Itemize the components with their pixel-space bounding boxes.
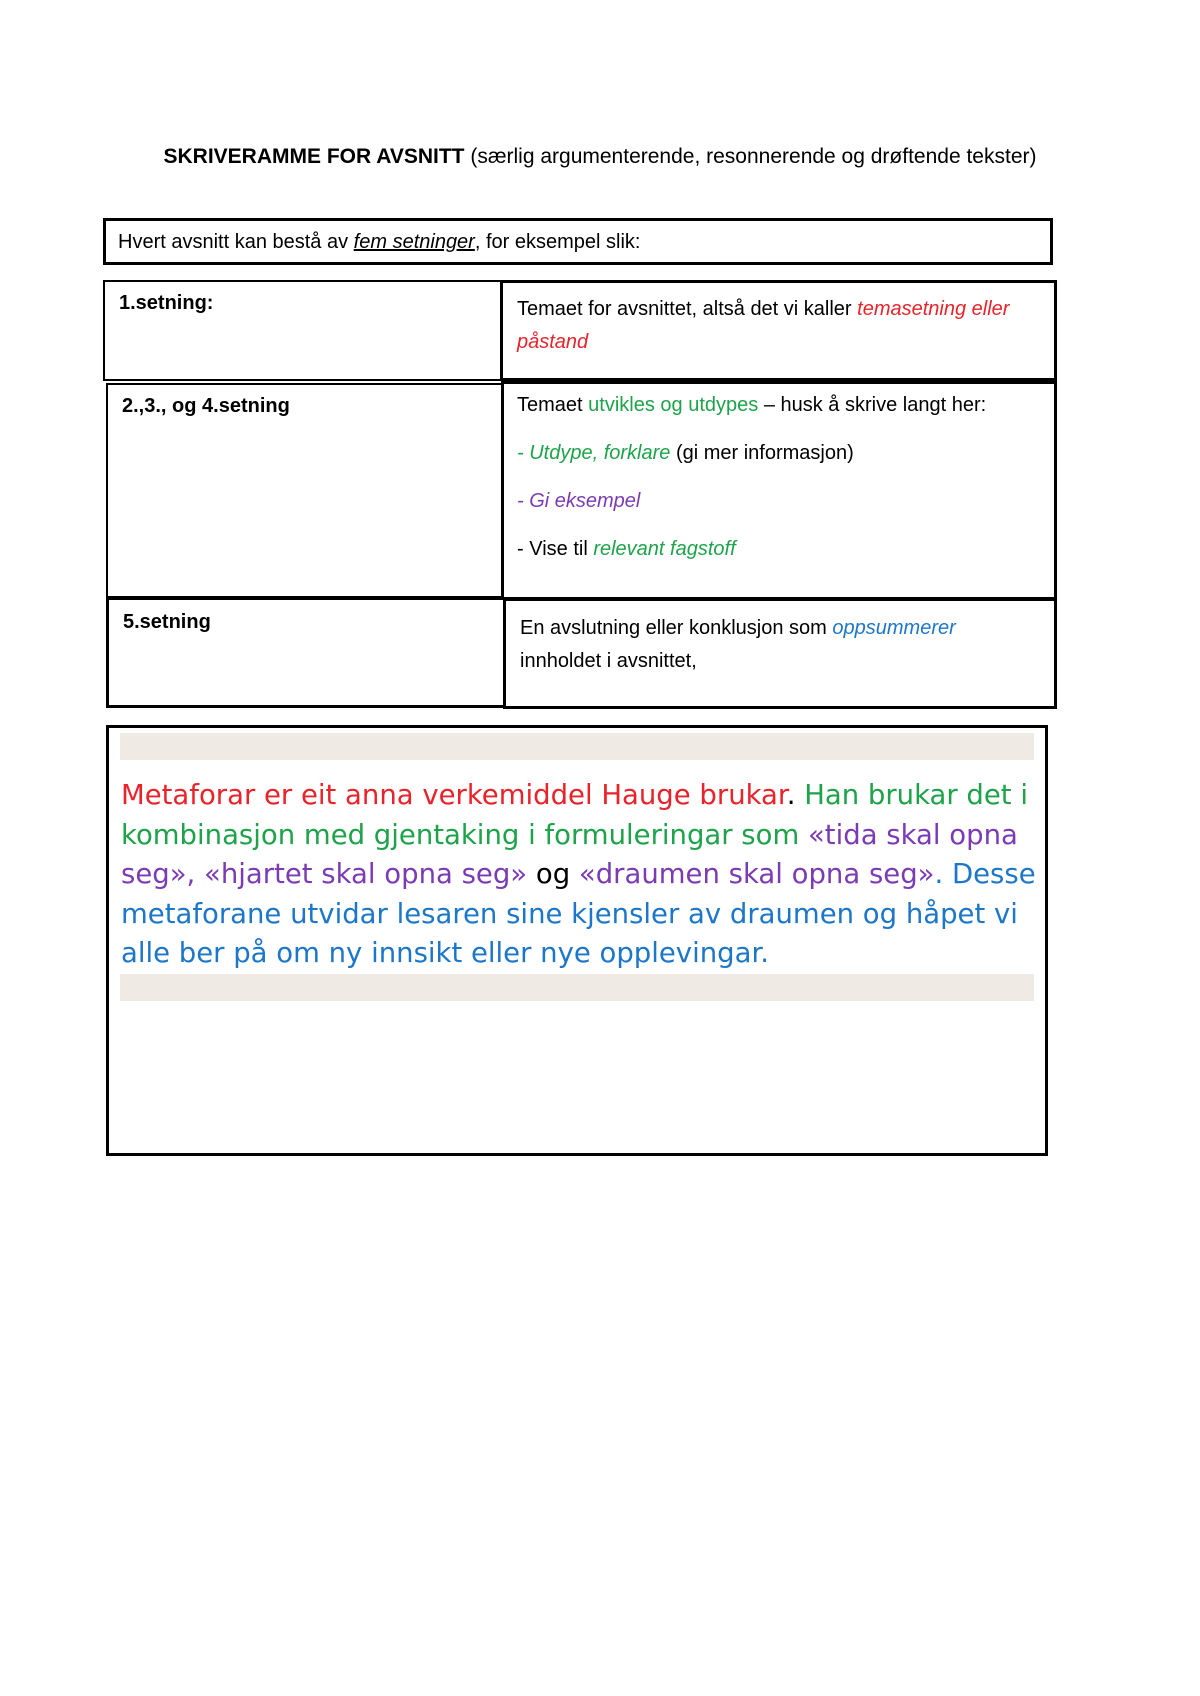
row1-label: 1.setning: <box>119 292 214 314</box>
row2-intro-line <box>517 393 1041 417</box>
page-title <box>0 145 1200 169</box>
shaded-band-bottom <box>120 974 1034 1001</box>
row1-label-cell <box>103 280 503 381</box>
intro-underlined: fem setninger <box>353 231 475 253</box>
row2-label-cell <box>106 383 504 598</box>
row2-line-green: utvikles og utdypes <box>588 394 759 416</box>
bullet3-green: relevant fagstoff <box>593 538 736 560</box>
row1-highlight: temasetning eller påstand <box>517 298 1010 353</box>
title-subtitle: (særlig argumenterende, resonnerende og drøftende tekster) <box>464 145 1037 168</box>
para-dot: . <box>786 779 805 811</box>
para-conclusion: . Desse metaforane utvidar lesaren sine kjensler av draumen og håpet vi alle ber på om ny innsikt eller nye opplevingar. <box>121 858 1036 969</box>
row2-line-rest: – husk å skrive langt her: <box>758 394 987 416</box>
para-topic-sentence: Metaforar er eit anna verkemiddel Hauge brukar <box>121 779 787 811</box>
intro-box <box>103 218 1053 265</box>
para-example-2: «draumen skal opna seg» <box>578 858 935 890</box>
para-development: Han brukar det i kombinasjon med gjentaking i formuleringar som <box>121 779 1028 851</box>
bullet1-rest: (gi mer informasjon) <box>670 442 854 464</box>
row3-highlight: oppsummerer <box>832 617 956 639</box>
row2-bullet-3 <box>517 537 1041 561</box>
title-bold: SKRIVERAMME FOR AVSNITT <box>163 145 465 168</box>
row2-bullet-1 <box>517 441 1041 465</box>
shaded-band-top <box>120 733 1034 760</box>
row2-label: 2.,3., og 4.setning <box>122 395 290 417</box>
row3-label: 5.setning <box>123 611 211 633</box>
row3-label-cell <box>106 597 506 708</box>
bullet2-purple: - Gi eksempel <box>517 490 641 512</box>
para-og: og <box>527 858 579 890</box>
intro-text-after: , for eksempel slik: <box>474 231 641 253</box>
example-paragraph <box>121 776 1041 974</box>
row1-description-cell <box>500 280 1057 381</box>
bullet3-plain: - Vise til <box>517 538 594 560</box>
intro-text-before: Hvert avsnitt kan bestå av <box>118 231 354 253</box>
row3-text-rest: innholdet i avsnittet, <box>520 650 697 672</box>
row1-text: Temaet for avsnittet, altså det vi kaller <box>517 298 858 320</box>
row2-description-cell <box>501 381 1057 600</box>
row2-line-plain: Temaet <box>517 394 589 416</box>
para-example-1: «tida skal opna seg», «hjartet skal opna seg» <box>121 818 1018 890</box>
bullet1-green: - Utdype, forklare <box>517 442 671 464</box>
row3-text: En avslutning eller konklusjon som <box>520 617 833 639</box>
row2-bullet-2 <box>517 489 1041 513</box>
row3-description-cell <box>503 598 1057 709</box>
